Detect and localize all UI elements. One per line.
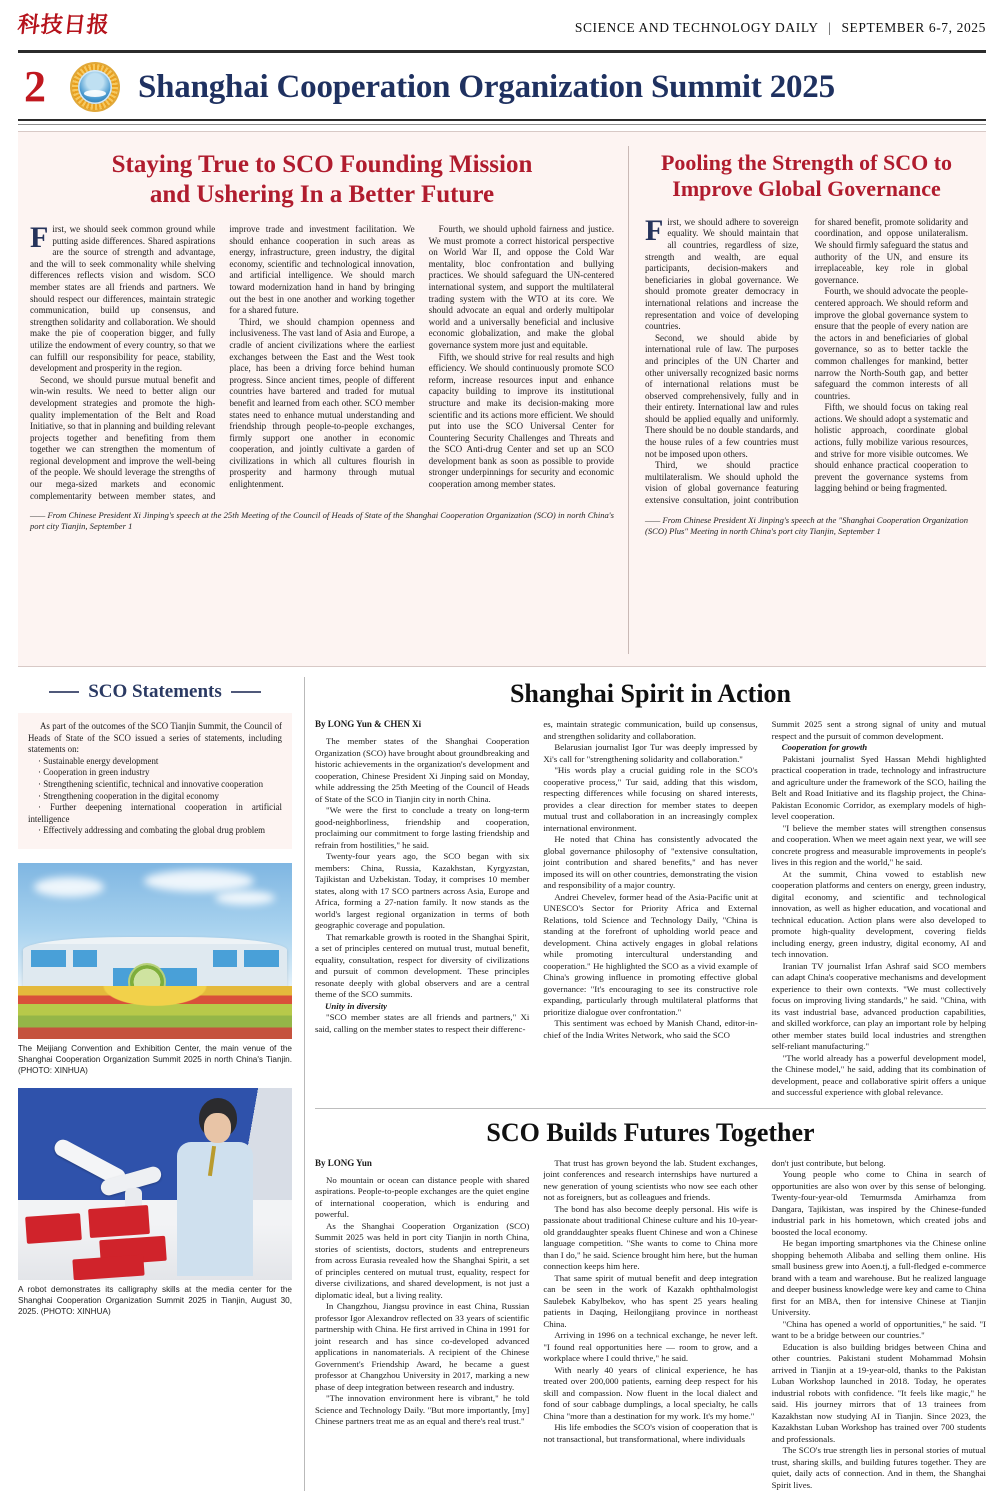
paragraph: Belarusian journalist Igor Tur was deeply impressed by Xi's call for "strengthening solidarity and collaboration." [543,742,757,765]
masthead [0,0,1000,48]
paragraph: That remarkable growth is rooted in the Shanghai Spirit, a set of principles centered on mutual trust, mutual benefit, equality, consultation, respect for diversity of civilizations and pursuit of common development. These principles resonate deeply with global observers and are a central theme of the SCO summits. [315,932,529,1001]
column-body [315,736,529,1035]
page-number: 2 [18,65,52,109]
main-article-area [315,677,986,1491]
left-rail [18,677,304,1491]
paragraph: Second, we should pursue mutual benefit and win-win results. We need to better align our development strategies and promote the high-quality implementation of the Belt and Road Initiative, so that in planning and building relevant projects together and benefiting from them together we can strengthen the momentum of regional development and improve the well-being of the people. We should leverage the strengths of our mega-sized markets and economic complementarity between member states, and improve trade and investment facilitation. We should enhance cooperation in such areas as energy, infrastructure, green industry, the digital economy, scientific and technological innovation, and artificial intelligence. We should march toward modernization hand in hand by bringing out the best in one another and working together for a shared future. [30,224,415,502]
article-column [315,719,529,1099]
column-divider [304,677,305,1491]
paragraph: "The world already has a powerful development model, the Chinese model," he said, adding that its combination of development, peace and collaborative spirit offers a unique and successful experience with global relevance. [772,1053,986,1099]
masthead-separator: | [828,20,831,35]
statements-heading [18,681,292,703]
headline-line-2: Improve Global Governance [649,176,964,202]
article-spirit-columns [315,719,986,1099]
statements-title: SCO Statements [88,681,222,703]
paragraph: At the summit, China vowed to establish new cooperation platforms and centers on energy, green industry, digital economy, and scientific and technological innovation, as well as higher education, and vocational and technical education. Action plans were also developed to promote high-quality development, covering fields including energy, green industry, digital economy, AI and tech innovation. [772,869,986,961]
photo-caption: A robot demonstrates its calligraphy skills at the media center for the Shanghai Cooperation Organization Summit 2025 in Tianjin, August 30, 2025. (PHOTO: XINHUA) [18,1285,292,1317]
glass-panel [213,950,237,967]
banner-rule [18,119,986,121]
paragraph: Young people who come to China in search of opportunities are also won over by this sense of belonging. Twenty-four-year-old Temurmsda Amirhamza from Dangara, Tajikistan, was inspired by the Chinese-funded industrial park in his hometown, which created jobs and boosted the local economy. [772,1169,986,1238]
list-item: · Cooperation in green industry [28,767,282,779]
feature-left-body [30,224,614,502]
section-banner [0,53,1000,119]
paragraph: Third, we should champion openness and inclusiveness. The vast land of Asia and Europe, a cradle of ancient civilizations where the earliest exchanges between the East and the West took place, has been a driving force behind human progress. Since ancient times, people of different countries have bartered and traded for mutual benefit and learned from each other. SCO member states need to enhance mutual understanding and friendship through people-to-people exchanges, firmly support one another in economic cooperation, and jointly cultivate a garden of civilizations in which all cultures flourish in prosperity and harmony through mutual enlightenment. [229,317,414,491]
paragraph: No mountain or ocean can distance people with shared aspirations. People-to-people exchanges are the quiet engine of international cooperation, which is enduring and powerful. [315,1175,529,1221]
glass-panel [31,950,65,967]
article-column [772,1158,986,1491]
article-separator [315,1108,986,1109]
column-body [543,719,757,1041]
person-face-shape [204,1113,231,1143]
paragraph: This sentiment was echoed by Manish Chand, editor-in-chief of the India Writes Network, who said the SCO [543,1018,757,1041]
paragraph: Twenty-four years ago, the SCO began with six members: China, Russia, Kazakhstan, Kyrgyzstan, Tajikistan and Uzbekistan. Today, it comprises 10 member states, along with 17 SCO partners across Asia, Europe and Africa, forming a 27-nation family. It now stands as the world's largest regional organization in terms of both geographic coverage and population. [315,851,529,932]
paragraph: As the Shanghai Cooperation Organization (SCO) Summit 2025 was held in port city Tianjin in north China, stories of scientists, doctors, students and entrepreneurs from across Eurasia revealed how the Shanghai Spirit, a set of principles centered on mutual trust, equality, respect for diverse civilizations, and shared development, is not just a diplomatic ideal, but a living reality. [315,1221,529,1302]
list-item: · Further deepening international cooperation in artificial intelligence [28,802,282,825]
rule-left [49,691,79,693]
list-item: · Strengthening cooperation in the digital economy [28,791,282,803]
red-paper [25,1213,82,1244]
rule-right [231,691,261,693]
article-column [315,1158,529,1491]
flower-bed [18,986,292,1039]
paragraph: Pakistani journalist Syed Hassan Mehdi highlighted practical cooperation in trade, technology and infrastructure and agriculture under the framework of the SCO, hailing the Belt and Road Initiative and its flagship project, the China-Pakistan Economic Corridor, as exemplary models of high-level cooperation. [772,754,986,823]
feature-left-source: —— From Chinese President Xi Jinping's speech at the 25th Meeting of the Council of Heads of State of the Shanghai Cooperation Organization (SCO) in north China's port city Tianjin, September 1 [30,510,614,532]
article-column [543,1158,757,1491]
paragraph: Second, we should abide by international rule of law. The purposes and principles of the UN Charter and other universally recognized basic norms of international relations must be observed comprehensively, fully and in their entirety. International law and rules should be applied equally and uniformly. There should be no double standards, and the house rules of a few countries must not be imposed upon others. [645,333,799,461]
headline-line-1: Pooling the Strength of SCO to [649,150,964,176]
issue-date: SEPTEMBER 6-7, 2025 [841,20,986,35]
feature-right-headline [649,150,964,203]
section-title: Shanghai Cooperation Organization Summit 2025 [138,69,835,106]
glass-panel [73,950,97,967]
column-body [543,1158,757,1446]
paragraph: Iranian TV journalist Irfan Ashraf said SCO members can adapt China's cooperative mechanisms and development experience to their own contexts. "We must collectively focus on improving living standards," he said. "China, with its vast industrial base, advanced production capabilities, and skilled workforce, can play an important role by helping other member states build local industries and strengthen self-reliant manufacturing." [772,961,986,1053]
cloud-shape [144,870,254,892]
feature-right-source: —— From Chinese President Xi Jinping's speech at the "Shanghai Cooperation Organization (SCO) Plus" Meeting in north China's port city Tianjin, September 1 [645,515,968,537]
article-title-futures: SCO Builds Futures Together [315,1118,986,1148]
statements-list [28,756,282,837]
statements-body [18,713,292,849]
paragraph: Third, we should practice multilateralism. We should uphold the vision of global governance featuring extensive consultation, joint contribution for shared benefit, promote solidarity and coordination, and oppose unilateralism. We should firmly safeguard the status and authority of the UN, and ensure its irreplaceable, key role in global governance. [645,217,968,507]
paragraph: With nearly 40 years of clinical experience, he has treated over 200,000 patients, earning deep respect for his skill and compassion. Now fluent in the local dialect and fond of sour cabbage dumplings, a local specialty, he calls China "more than a destination for my work. It's my home." [543,1365,757,1423]
paragraph: He began importing smartphones via the Chinese online shopping behemoth Alibaba and selling them online. His small business grew into Aoen.tj, a full-fledged e-commerce brand with a team and warehouse. But he realized language and deeper business knowledge were key and came to China first for an MBA, then for intensive Chinese at Tianjin University. [772,1238,986,1319]
glass-panel [244,950,278,967]
paragraph: Andrei Chevelev, former head of the Asia-Pacific unit at UNESCO's Sector for Priority Africa and External Relations, told Science and Technology Daily, "China is standing at the forefront of upholding world peace and development. China actively engages in global relations while promoting intercultural understanding and cooperation." He highlighted the SCO as a vivid example of China's growing influence in promoting effective global governance: "It's encouraging to see its constructive role expanding, particularly through multilateral platforms that prioritize dialogue over confrontation." [543,892,757,1019]
paragraph: "We were the first to conclude a treaty on long-term good-neighborliness, friendship and cooperation, proclaiming our commitment to forge lasting friendship and refrain from hostilities," he said. [315,805,529,851]
feature-right-body [645,217,968,507]
paragraph: Summit 2025 sent a strong signal of unity and mutual respect and the pursuit of common development. [772,719,986,742]
red-paper [88,1205,150,1238]
column-body [772,1158,986,1491]
statements-intro: As part of the outcomes of the SCO Tianjin Summit, the Council of Heads of State of the SCO issued a series of statements, including statements on: [28,721,282,756]
article-title-spirit: Shanghai Spirit in Action [315,679,986,709]
article-column [772,719,986,1099]
paragraph: Fifth, we should strive for real results and high efficiency. We should continuously promote SCO reform, increase resources input and enhance capacity building to improve its institutional structure and make its decision-making more scientific and its actions more efficient. We should put into use the SCO Universal Center for Countering Security Challenges and Threats and the SCO Anti-drug Center and set up an SCO development bank as soon as possible to provide stronger underpinnings for security and economic cooperation among member states. [429,352,614,491]
paragraph: First, we should seek common ground while putting aside differences. Shared aspirations are the source of strength and advantage, and the will to seek commonality while shelving differences reflects vision and wisdom. SCO member states are all friends and partners. We should respect our differences, maintain strategic communication, build up consensus, and strengthen solidarity and collaboration. We should make the pie of cooperation bigger, and fully utilize the endowment of every country, so that we can fulfill our responsibility for peace, stability, development and prosperity in the region. [30,224,215,375]
subheading: Unity in diversity [315,1001,529,1013]
feature-block [18,131,986,667]
paragraph: "His words play a crucial guiding role in the SCO's cooperative process," Tur said, adding that this wisdom, respecting differences while focusing on shared interests, provides a clear direction for member states to deepen mutual trust and collaboration in an increasingly complex international environment. [543,765,757,834]
column-body [772,719,986,1099]
paragraph: Fourth, we should advocate the people-centered approach. We should reform and improve the global governance system to ensure that the people of every nation are the actors in and beneficiaries of global governance, so as to better tackle the common challenges for mankind, better narrow the North-South gap, and better safeguard the common interests of all countries. [815,286,969,402]
paragraph: He noted that China has consistently advocated the global governance philosophy of "extensive consultation, joint contribution and shared benefits," and has never imposed its will on other countries, demonstrating the vision and responsibility of a major country. [543,834,757,892]
byline: By LONG Yun & CHEN Xi [315,719,529,729]
paragraph: That trust has grown beyond the lab. Student exchanges, joint conferences and research internships have nurtured a new generation of young scientists who now see each other not as foreigners, but as colleagues and friends. [543,1158,757,1204]
paragraph: First, we should adhere to sovereign equality. We should maintain that all countries, regardless of size, strength and wealth, are equal participants, decision-makers and beneficiaries in global governance. We should promote greater democracy in international relations and increase the representation and voice of developing countries. [645,217,799,333]
paragraph: Fifth, we should focus on taking real actions. We should adopt a systematic and holistic approach, coordinate global actions, fully mobilize various resources, and strive for more visible outcomes. We should enhance practical cooperation to prevent the governance systems from lagging behind or being fragmented. [815,402,969,495]
paragraph: "SCO member states are all friends and partners," Xi said, calling on the member states to respect their differenc- [315,1012,529,1035]
meijiang-convention-center-photo [18,863,292,1039]
paragraph: Arriving in 1996 on a technical exchange, he never left. "I found real opportunities here — room to grow, and a workplace where I could thrive," he said. [543,1330,757,1365]
paragraph: "China has opened a world of opportunities," he said. "I want to be a bridge between our countries." [772,1319,986,1342]
list-item: · Strengthening scientific, technical and innovative cooperation [28,779,282,791]
column-body [315,1175,529,1428]
paragraph: don't just contribute, but belong. [772,1158,986,1170]
paragraph: "The innovation environment here is vibrant," he told Science and Technology Daily. "But more importantly, [my] Chinese partners treat me as an equal and there's real trust." [315,1393,529,1428]
paragraph: Education is also building bridges between China and other countries. Pakistani student Mohammad Mohsin arrived in Tianjin at a 19-year-old, thanks to the Pakistan Luban Workshop launched in 2018. Today, he operates industrial robots with confidence. "It feels like magic," he said. His journey mirrors that of 13 trainees from Kazakhstan now studying AI in Tianjin. Since 2023, the Kazakhstan Luban Workshop has trained over 700 students and professionals. [772,1342,986,1446]
calligraphy-robot-photo [18,1088,292,1280]
feature-article-right [628,146,968,654]
chinese-logo: 科技日报 [17,8,112,36]
paragraph: In Changzhou, Jiangsu province in east China, Russian professor Igor Alexandrov reflected on 33 years of scientific partnership with China. He first arrived in China in 1991 for joint research and has since co-developed advanced applications in nanomaterials. A recipient of the Chinese Government's Friendship Award, he became a guest professor at Changzhou University in 2017, marking a new phase of deep integration between research and industry. [315,1301,529,1393]
banner-rule-hair [18,124,986,125]
sco-emblem-icon [70,62,120,112]
masthead-publication-line [575,8,986,36]
paragraph: "I believe the member states will strengthen consensus and cooperation. When we meet again next year, we will see concrete progress and measurable improvements in people's lives in this region and the world," he said. [772,823,986,869]
feature-article-left [30,146,628,654]
feature-left-headline [56,150,588,210]
paragraph: Fourth, we should uphold fairness and justice. We must promote a correct historical perspective on World War II, and oppose the Cold War mentality, bloc confrontation and bullying practices. We should safeguard the UN-centered international system, and support the multilateral trading system with the WTO at its core. We should advocate an equal and orderly multipolar world and a universally beneficial and inclusive economic globalization, and make the global governance system more just and equitable. [429,224,614,352]
byline: By LONG Yun [315,1158,529,1168]
headline-line-2: and Ushering In a Better Future [56,180,588,210]
cloud-shape [34,877,104,897]
paragraph: The member states of the Shanghai Cooperation Organization (SCO) have brought about groundbreaking and historic achievements in the organization's development and cooperation, Chinese President Xi Jinping said on Monday, while addressing the 25th Meeting of the Council of Heads of State of the SCO in Tianjin city in north China. [315,736,529,805]
paragraph: The bond has also become deeply personal. His wife is passionate about traditional Chinese culture and his 10-year-old granddaughter speaks fluent Chinese and won a Chinese language competition. "She wants to come to China more than I do," he said. Science brought him here, but the human connection keeps him here. [543,1204,757,1273]
paragraph: es, maintain strategic communication, build up consensus, and strengthen solidarity and collaboration. [543,719,757,742]
publication-name: SCIENCE AND TECHNOLOGY DAILY [575,20,818,35]
article-futures-columns [315,1158,986,1491]
subheading: Cooperation for growth [772,742,986,754]
headline-line-1: Staying True to SCO Founding Mission [56,150,588,180]
paragraph: The SCO's true strength lies in personal stories of mutual trust, sharing skills, and building futures together. They are quiet, daily acts of connection. And in them, the Shanghai Spirit lives. [772,1445,986,1491]
paragraph: That same spirit of mutual benefit and deep integration can be seen in the work of Kazakh ophthalmologist Saulebek Kabylbekov, who has spent 25 years healing patients in Daqing, Heilongjiang province in northeast China. [543,1273,757,1331]
list-item: · Sustainable energy development [28,756,282,768]
article-column [543,719,757,1099]
paragraph: His life embodies the SCO's vision of cooperation that is not transactional, but transformational, where individuals [543,1422,757,1445]
lower-section [18,677,986,1491]
person-body-shape [177,1142,253,1276]
photo-caption: The Meijiang Convention and Exhibition Center, the main venue of the Shanghai Cooperation Organization Summit 2025 in north China's Tianjin. (PHOTO: XINHUA) [18,1044,292,1076]
list-item: · Effectively addressing and combating the global drug problem [28,825,282,837]
